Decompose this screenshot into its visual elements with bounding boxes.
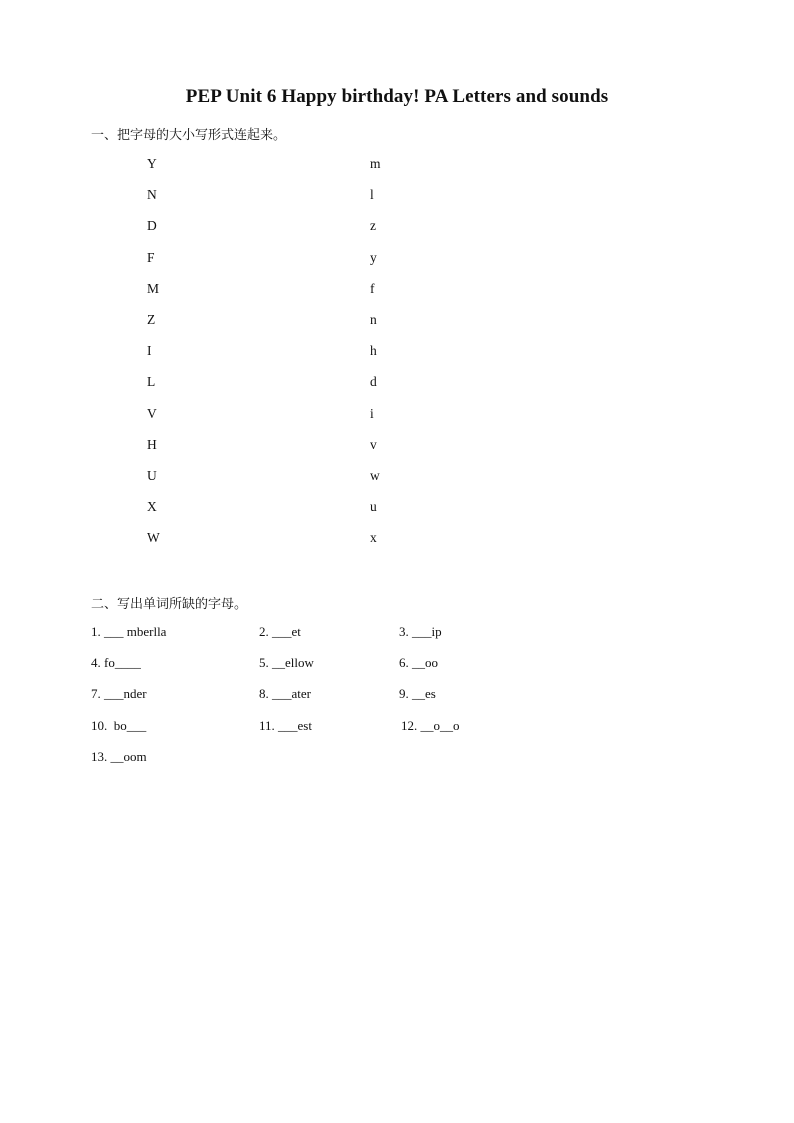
section-1-heading: 一、把字母的大小写形式连起来。 bbox=[91, 128, 287, 143]
lowercase-letter: y bbox=[370, 250, 377, 265]
exercise-item: 8. ___ater bbox=[259, 686, 311, 701]
uppercase-letter: N bbox=[147, 187, 157, 202]
exercise-item: 2. ___et bbox=[259, 624, 301, 639]
uppercase-letter: Y bbox=[147, 156, 157, 171]
exercise-item: 4. fo____ bbox=[91, 655, 141, 670]
uppercase-letter: X bbox=[147, 499, 157, 514]
exercise-row bbox=[91, 624, 691, 644]
lowercase-letter: x bbox=[370, 530, 377, 545]
exercise-item: 5. __ellow bbox=[259, 655, 314, 670]
lowercase-letter: m bbox=[370, 156, 381, 171]
uppercase-letter: U bbox=[147, 468, 157, 483]
exercise-item: 13. __oom bbox=[91, 749, 147, 764]
uppercase-letter: V bbox=[147, 406, 157, 421]
uppercase-letter: I bbox=[147, 343, 152, 358]
section-2-heading: 二、写出单词所缺的字母。 bbox=[91, 597, 248, 612]
lowercase-letter: v bbox=[370, 437, 377, 452]
uppercase-letter: D bbox=[147, 218, 157, 233]
uppercase-letter: F bbox=[147, 250, 155, 265]
uppercase-letter: H bbox=[147, 437, 157, 452]
lowercase-letter: i bbox=[370, 406, 374, 421]
uppercase-letter: W bbox=[147, 530, 160, 545]
exercise-item: 3. ___ip bbox=[399, 624, 442, 639]
uppercase-letter: M bbox=[147, 281, 160, 296]
lowercase-letter: f bbox=[370, 281, 375, 296]
uppercase-letter: Z bbox=[147, 312, 156, 327]
lowercase-letter: d bbox=[370, 374, 377, 389]
page-title: PEP Unit 6 Happy birthday! PA Letters and sounds bbox=[185, 86, 609, 107]
exercise-row bbox=[91, 655, 691, 675]
exercise-item: 11. ___est bbox=[259, 718, 312, 733]
uppercase-letter: L bbox=[147, 374, 156, 389]
lowercase-letter: w bbox=[370, 468, 380, 483]
exercise-item: 12. __o__o bbox=[401, 718, 460, 733]
exercise-row bbox=[91, 718, 691, 738]
lowercase-letter: u bbox=[370, 499, 377, 514]
lowercase-letter: z bbox=[370, 218, 376, 233]
exercise-item: 10. bo___ bbox=[91, 718, 147, 733]
lowercase-letter: l bbox=[370, 187, 374, 202]
exercise-row bbox=[91, 686, 691, 706]
lowercase-letter: n bbox=[370, 312, 377, 327]
exercise-row bbox=[91, 749, 691, 769]
exercise-item: 6. __oo bbox=[399, 655, 438, 670]
exercise-item: 7. ___nder bbox=[91, 686, 147, 701]
exercise-item: 9. __es bbox=[399, 686, 436, 701]
lowercase-letter: h bbox=[370, 343, 377, 358]
exercise-item: 1. ___ mberlla bbox=[91, 624, 167, 639]
